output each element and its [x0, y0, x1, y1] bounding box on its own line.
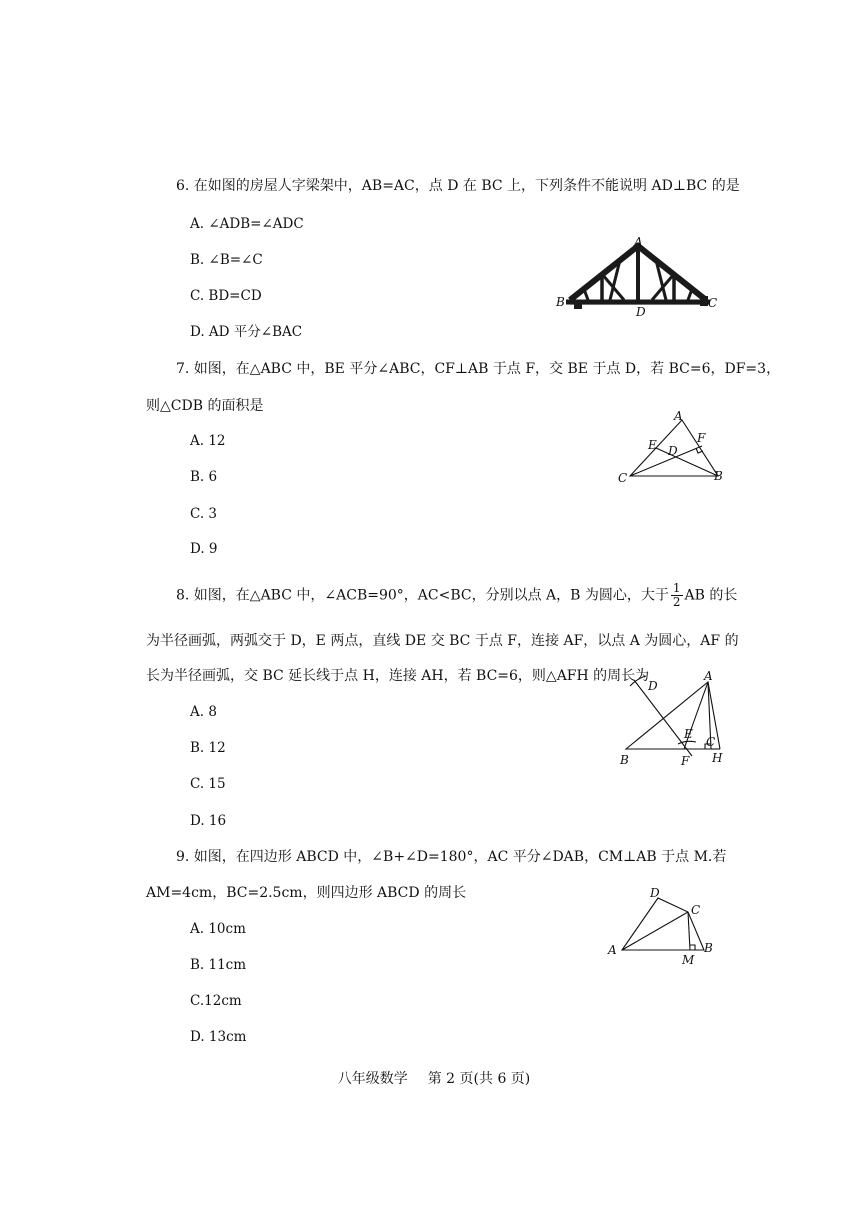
- q9-label-c: C: [691, 903, 701, 917]
- q6-stem: 6. 在如图的房屋人字梁架中，AB=AC，点 D 在 BC 上，下列条件不能说明 AD⊥BC 的是: [176, 178, 740, 194]
- q7-triangle-figure: [610, 408, 740, 493]
- q9-stem-line2: AM=4cm，BC=2.5cm，则四边形 ABCD 的周长: [146, 885, 467, 901]
- q6-roof-truss-figure: [548, 232, 728, 322]
- q6-option-c: C. BD=CD: [190, 288, 262, 304]
- q7-option-a: A. 12: [190, 433, 226, 449]
- q8-label-d: D: [648, 679, 658, 693]
- q8-label-c: C: [706, 735, 716, 749]
- q7-label-f: F: [697, 431, 706, 445]
- q9-option-a: A. 10cm: [190, 921, 246, 937]
- q7-stem-line2: 则△CDB 的面积是: [146, 398, 264, 414]
- q8-stem-line1-part1: 8. 如图，在△ABC 中，∠ACB=90°，AC<BC，分别以点 A，B 为圆心，大于: [176, 587, 669, 604]
- q9-option-b: B. 11cm: [190, 957, 247, 973]
- q9-label-d: D: [650, 886, 660, 900]
- q6-label-c: C: [708, 296, 718, 310]
- q9-label-m: M: [682, 953, 695, 967]
- q6-option-a: A. ∠ADB=∠ADC: [190, 216, 304, 232]
- q7-option-c: C. 3: [190, 506, 218, 522]
- q7-label-c: C: [618, 471, 628, 485]
- q8-label-e: E: [684, 727, 693, 741]
- q8-label-f: F: [681, 754, 690, 768]
- q8-label-a: A: [704, 669, 713, 683]
- footer-subject: 八年级数学: [337, 1071, 408, 1087]
- q6-label-d: D: [636, 305, 646, 319]
- q7-option-d: D. 9: [190, 541, 218, 557]
- q8-stem-line1-part2: AB 的长: [684, 587, 738, 604]
- q9-stem-line1: 9. 如图，在四边形 ABCD 中，∠B+∠D=180°，AC 平分∠DAB，CM⊥AB 于点 M.若: [176, 849, 727, 865]
- q6-label-b: B: [556, 295, 565, 309]
- q7-label-a: A: [674, 409, 683, 423]
- q9-option-d: D. 13cm: [190, 1029, 247, 1045]
- q9-option-c: C.12cm: [190, 993, 242, 1009]
- q7-label-b: B: [714, 469, 723, 483]
- q6-label-a: A: [634, 235, 643, 249]
- footer-page-number: 第 2 页(共 6 页): [427, 1071, 531, 1087]
- q6-option-d: D. AD 平分∠BAC: [190, 324, 303, 340]
- q9-quadrilateral-figure: [600, 880, 725, 970]
- q8-stem-line3: 长为半径画弧，交 BC 延长线于点 H，连接 AH，若 BC=6，则△AFH 的周长为: [146, 668, 650, 684]
- q8-option-c: C. 15: [190, 776, 226, 792]
- q8-option-d: D. 16: [190, 813, 227, 829]
- q8-stem-line1: [176, 582, 737, 609]
- q9-label-a: A: [608, 943, 617, 957]
- q8-label-h: H: [712, 751, 723, 765]
- q7-label-e: E: [648, 438, 657, 452]
- q8-frac-numerator: 1: [672, 581, 681, 595]
- q7-stem-line1: 7. 如图，在△ABC 中，BE 平分∠ABC，CF⊥AB 于点 F，交 BE 于点 D，若 BC=6，DF=3，: [176, 361, 781, 377]
- q8-option-a: A. 8: [190, 704, 217, 720]
- q8-construction-figure: [612, 670, 737, 770]
- q7-option-b: B. 6: [190, 469, 218, 485]
- q8-stem-line2: 为半径画弧，两弧交于 D，E 两点，直线 DE 交 BC 于点 F，连接 AF，以点 A 为圆心，AF 的: [146, 633, 739, 649]
- q8-label-b: B: [620, 753, 629, 767]
- page-footer: [0, 1068, 868, 1088]
- q8-fraction-one-half: [671, 582, 683, 609]
- q8-option-b: B. 12: [190, 740, 226, 756]
- q7-label-d: D: [668, 444, 678, 458]
- q6-option-b: B. ∠B=∠C: [190, 252, 263, 268]
- q8-frac-denominator: 2: [672, 595, 681, 609]
- q9-label-b: B: [704, 941, 713, 955]
